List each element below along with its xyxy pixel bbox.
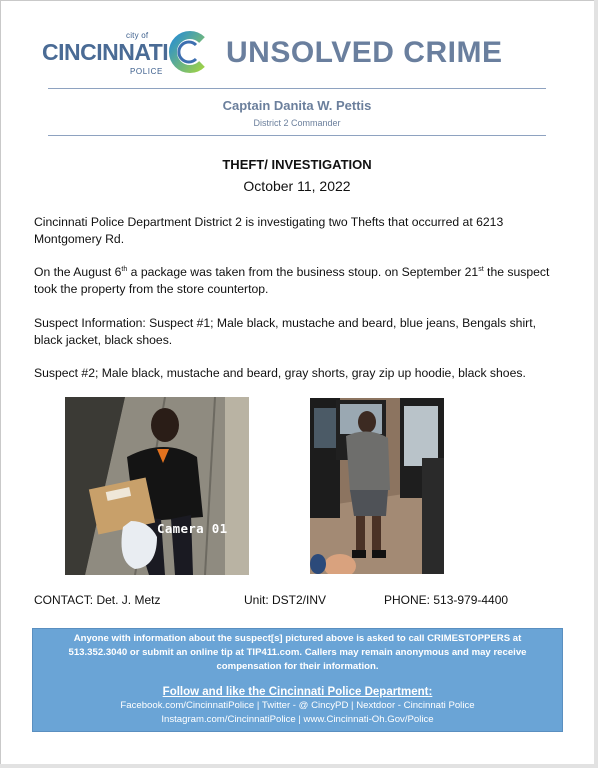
logo-city-of: city of [126, 31, 149, 40]
contact-unit: Unit: DST2/INV [244, 593, 327, 607]
contact-phone: PHONE: 513-979-4400 [384, 593, 509, 607]
follow-heading: Follow and like the Cincinnati Police Department: [162, 686, 433, 698]
social-links-1: Facebook.com/CincinnatiPolice | Twitter - @ CincyPD | Nextdoor - Cincinnati Police [120, 700, 475, 711]
paragraph-overview: Cincinnati Police Department District 2 is investigating two Thefts that occurred at 6213 Montgomery Rd. [34, 215, 504, 246]
page-shadow-bottom [0, 764, 598, 768]
cincinnati-police-logo [42, 28, 212, 80]
logo-c-emblem-icon [164, 28, 212, 76]
incident-sup-2: st [478, 266, 484, 273]
header-divider-top [48, 88, 546, 89]
captain-name: Captain Danita W. Pettis [222, 98, 372, 113]
social-links-2: Instagram.com/CincinnatiPolice | www.Cincinnati-Oh.Gov/Police [161, 714, 434, 725]
commander-title: District 2 Commander [253, 118, 341, 128]
logo-cincinnati: CINCINNATI [42, 39, 169, 65]
incident-text-b: a package was taken from the business stoup. on September 21 [127, 265, 479, 279]
paragraph-suspect-1: Suspect Information: Suspect #1; Male black, mustache and beard, blue jeans, Bengals shirt, black jacket, black shoes. [34, 316, 537, 347]
case-date: October 11, 2022 [243, 178, 351, 194]
header-divider-bottom [48, 135, 546, 136]
incident-sup-1: th [121, 266, 128, 273]
suspect-2-photo [310, 398, 444, 574]
paragraph-suspect-2: Suspect #2; Male black, mustache and beard, gray shorts, gray zip up hoodie, black shoes. [34, 366, 526, 380]
crimestoppers-tip: Anyone with information about the suspect[s] pictured above is asked to call CRIMESTOPPERS at 513.352.3040 or submit an online tip at TIP411.com. Callers may remain anonymous and may receive compensation for their information. [68, 633, 527, 672]
paragraph-incidents [34, 264, 564, 298]
headline-unsolved-crime: UNSOLVED CRIME [226, 36, 503, 69]
suspect-1-photo [65, 397, 249, 575]
crimestoppers-info-box [32, 628, 563, 732]
contact-detective: CONTACT: Det. J. Metz [34, 593, 161, 607]
logo-police: POLICE [130, 67, 163, 76]
page-shadow-right [594, 0, 598, 768]
camera-label: Camera 01 [157, 521, 228, 536]
case-title: THEFT/ INVESTIGATION [222, 157, 372, 172]
incident-text-c: the suspect took the property from the store countertop. [34, 265, 550, 296]
incident-text-a: On the August 6 [34, 265, 122, 279]
